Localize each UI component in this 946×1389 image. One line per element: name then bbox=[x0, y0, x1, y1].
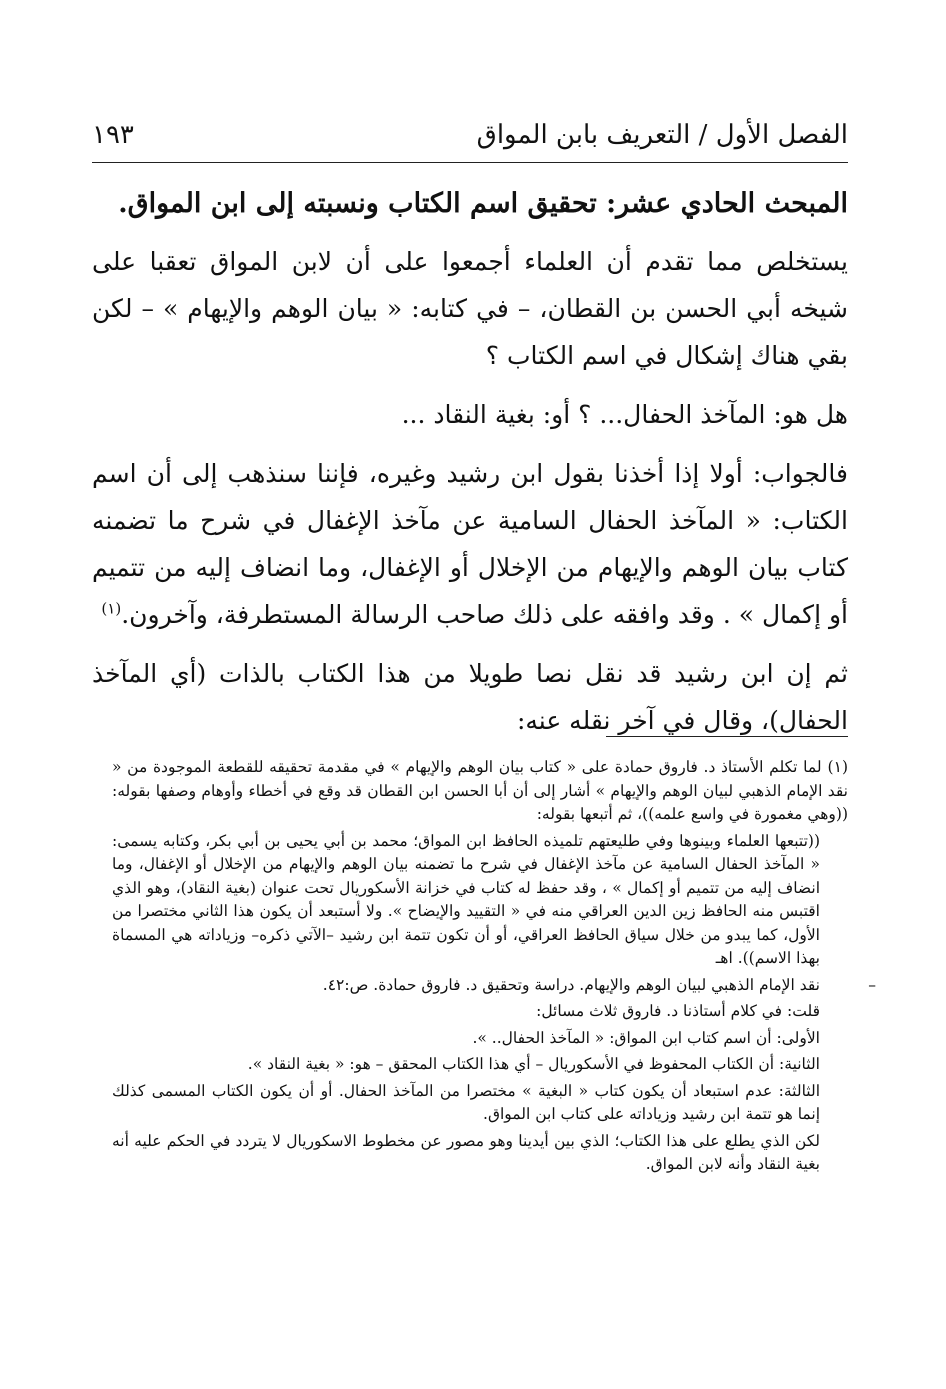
paragraph-3-text: فالجواب: أولا إذا أخذنا بقول ابن رشيد وغيره، فإننا سنذهب إلى أن اسم الكتاب: « المآخذ الحفال السامية عن مآخذ الإغفال في شرح ما تضمنه كتاب بيان الوهم والإيهام من الإخلال أو الإغفال، وما انضاف إليه من تتميم أو إكمال » . وقد وافقه على ذلك صاحب الرسالة المستطرفة، وآخرون. bbox=[92, 459, 848, 629]
footnotes bbox=[112, 756, 876, 1180]
footnote-1-point-2: الثانية: أن الكتاب المحفوظ في الأسكوريال – أي هذا الكتاب المحقق – هو: « بغية النقاد ». bbox=[247, 1055, 820, 1073]
footnote-1-conclusion: لكن الذي يطلع على هذا الكتاب؛ الذي بين أيدينا وهو مصور عن مخطوط الاسكوريال لا يتردد في الحكم عليه أنه بغية النقاد وأنه لابن المواق. bbox=[112, 1131, 820, 1173]
footnote-1-quote: ((تتبعها العلماء وبينوها وفي طليعتهم تلميذه الحافظ ابن المواق؛ محمد بن أبي يحيى بن أبي بكر، وكتابه يسمى: « المآخذ الحفال السامية عن مآخذ الإغفال في شرح ما تضمنه بيان الوهم والإيهام من الإخلال أو الإغفال، وما انضاف إليه من تتميم أو إكمال » ، وقد حفظ له كتاب في خزانة الأسكوريال تحت عنوان (بغية النقاد)، وهو الذي اقتبس منه الحافظ زين الدين العراقي منه في « التقييد والإيضاح ». ولا أستبعد أن يكون هذا الثاني مختصرا من الأول، كما يبدو من خلال سياق الحافظ العراقي، أو أن تكون تتمة ابن رشيد –الآتي ذكره– وزياداته هي المسماة بهذا الاسم)). اهـ bbox=[112, 831, 820, 967]
header-rule bbox=[92, 162, 848, 163]
footnote-dash: – bbox=[868, 975, 876, 994]
footnote-reference: (١) bbox=[101, 599, 122, 618]
footnote-number: (١) bbox=[827, 758, 848, 776]
paragraph-1: يستخلص مما تقدم أن العلماء أجمعوا على أن لابن المواق تعقبا على شيخه أبي الحسن بن القطان، – في كتابه: « بيان الوهم والإيهام » – لكن بقي هناك إشكال في اسم الكتاب ؟ bbox=[92, 247, 848, 370]
paragraph-3 bbox=[92, 450, 848, 638]
footnote-rule bbox=[606, 736, 848, 737]
footnote-1-intro-text: لما تكلم الأستاذ د. فاروق حمادة على « كتاب بيان الوهم والإيهام » في مقدمة تحقيقه للقطعة الموجودة من « نقد الإمام الذهبي لبيان الوهم والإيهام » أشار إلى أن أبا الحسن ابن القطان قد وقع في أخطاء وأوهام وصفها بقوله: ((وهي مغمورة في واسع علمه))، ثم أتبعها بقوله: bbox=[112, 758, 848, 823]
page-header bbox=[92, 112, 848, 158]
main-text bbox=[92, 238, 848, 744]
footnote-1-point-3: الثالثة: عدم استبعاد أن يكون كتاب « البغية » مختصرا من المآخذ الحفال. أو أن يكون الكتاب المسمى كذلك إنما هو تتمة ابن رشيد وزياداته على كتاب ابن المواق. bbox=[112, 1081, 820, 1123]
footnote-1-source bbox=[112, 974, 876, 998]
footnote-1-source-text: نقد الإمام الذهبي لبيان الوهم والإيهام. دراسة وتحقيق د. فاروق حمادة. ص:٤٢. bbox=[322, 975, 820, 994]
footnote-1-remark: قلت: في كلام أستاذنا د. فاروق ثلاث مسائل: bbox=[536, 1002, 820, 1020]
paragraph-2: هل هو: المآخذ الحفال... ؟ أو: بغية النقاد ... bbox=[401, 400, 848, 429]
footnote-1-intro bbox=[112, 756, 848, 827]
section-heading: المبحث الحادي عشر: تحقيق اسم الكتاب ونسبته إلى ابن المواق. bbox=[118, 188, 848, 219]
running-title: الفصل الأول / التعريف بابن المواق bbox=[476, 120, 848, 150]
paragraph-4: ثم إن ابن رشيد قد نقل نصا طويلا من هذا الكتاب بالذات (أي المآخذ الحفال)، وقال في آخر نقله عنه: bbox=[92, 659, 848, 735]
page-number: ١٩٣ bbox=[92, 120, 134, 150]
footnote-1-point-1: الأولى: أن اسم كتاب ابن المواق: « المآخذ الحفال.. ». bbox=[472, 1028, 820, 1047]
